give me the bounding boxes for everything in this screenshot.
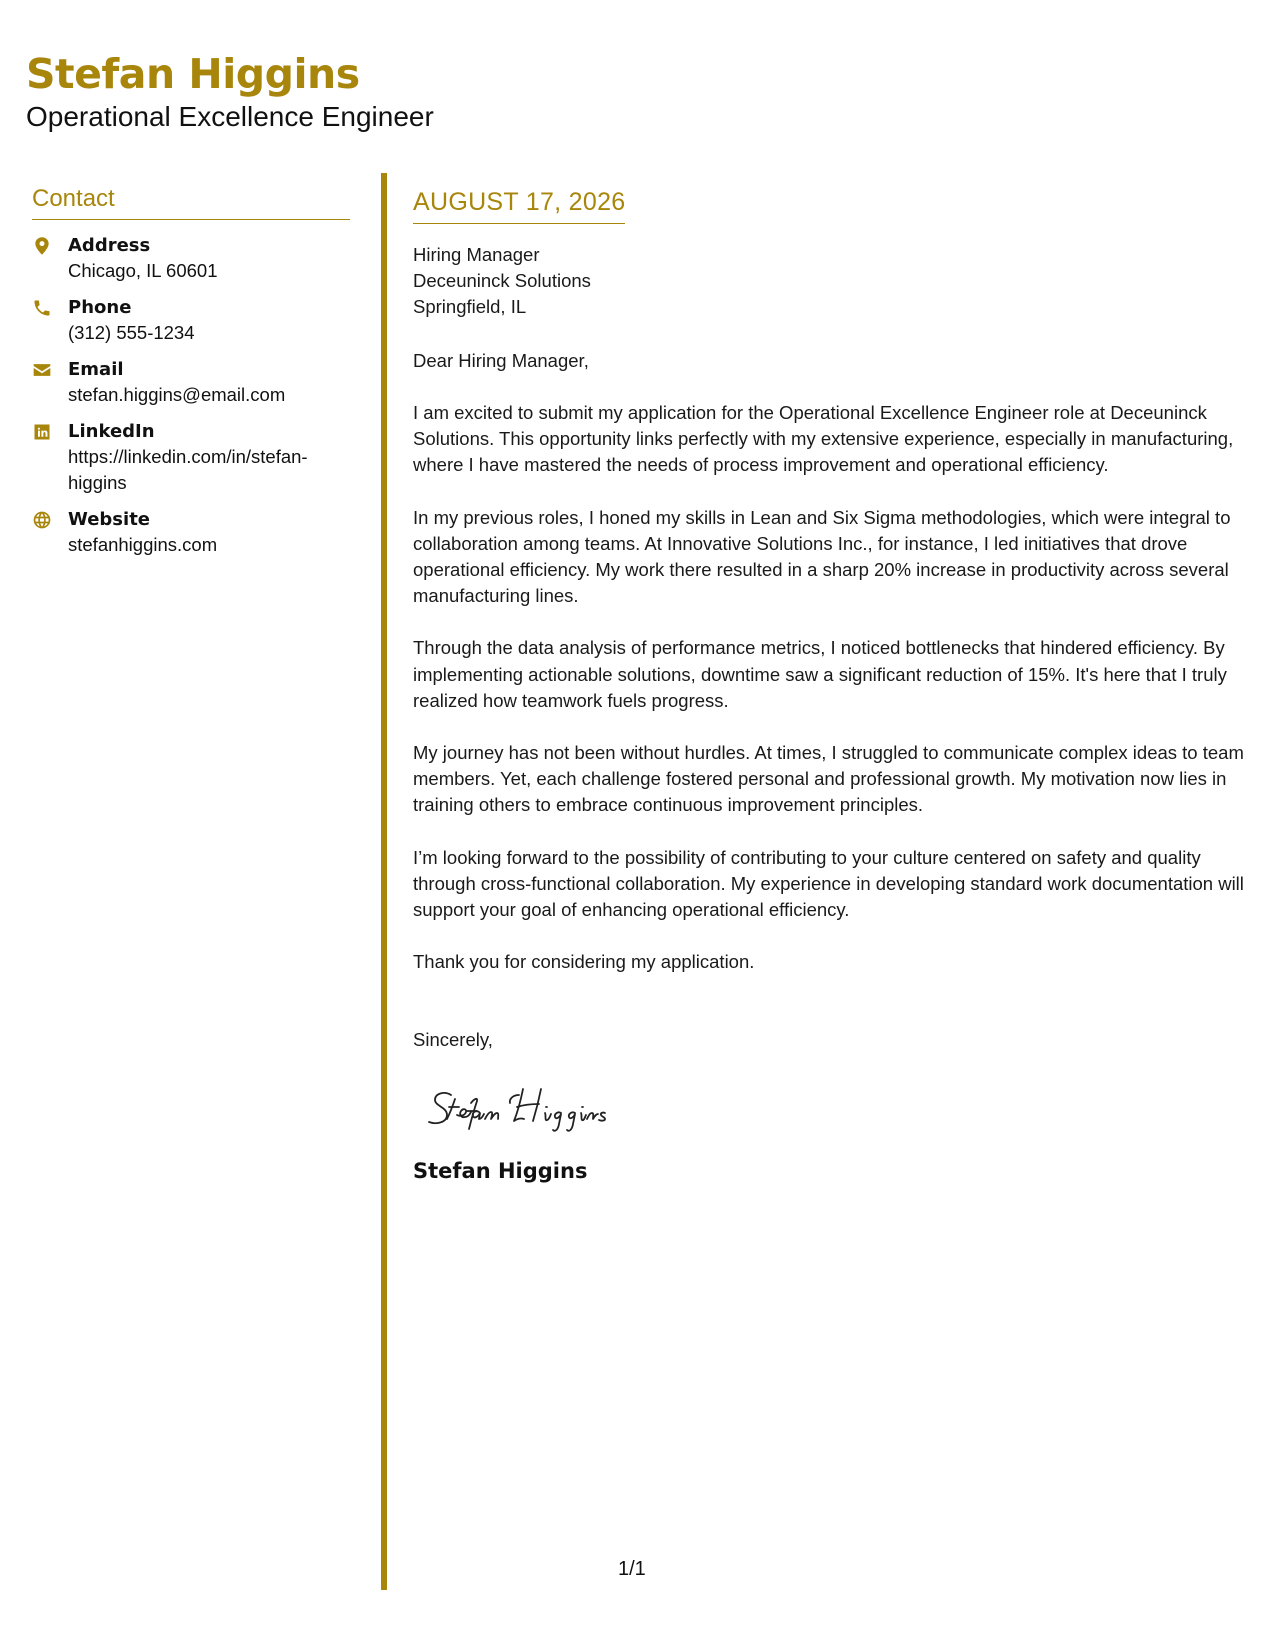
vertical-divider [381,173,387,1590]
contact-heading: Contact [32,185,350,220]
resume-header [26,48,434,134]
contact-item-address [32,234,350,284]
recipient-line: Hiring Manager [413,244,540,265]
handwritten-signature [423,1081,663,1141]
contact-item-email [32,358,350,408]
contact-label: Email [68,359,124,380]
contact-label: LinkedIn [68,421,155,442]
letter-paragraph: My journey has not been without hurdles. At times, I struggled to communicate complex ideas to team members. Yet, each challenge fostered personal and professional growth. My motivation now lies in training others to embrace continuous improvement principles. [413,742,1244,816]
contact-item-linkedin [32,420,350,496]
phone-icon [32,296,68,318]
email-value: stefan.higgins@email.com [68,384,286,405]
contact-label: Phone [68,297,132,318]
letter-paragraph: Thank you for considering my application. [413,951,755,973]
linkedin-icon [32,420,68,442]
applicant-name: Stefan Higgins [26,50,360,98]
job-title: Operational Excellence Engineer [26,101,434,132]
contact-item-website [32,508,350,558]
contact-item-phone [32,296,350,346]
letter-body [413,188,1248,1183]
recipient-line: Deceuninck Solutions [413,270,591,291]
recipient-line: Springfield, IL [413,296,527,317]
letter-paragraph: In my previous roles, I honed my skills in Lean and Six Sigma methodologies, which were integral to collaboration among teams. At Innovative Solutions Inc., for instance, I led initiatives that drove operational efficiency. My work there resulted in a sharp 20% increase in productivity across several manufacturing lines. [413,506,1231,607]
signer-name: Stefan Higgins [413,1159,588,1184]
letter-date: AUGUST 17, 2026 [413,188,625,224]
salutation: Dear Hiring Manager, [413,350,589,371]
contact-label: Website [68,509,151,530]
envelope-icon [32,358,68,380]
closing: Sincerely, [413,1029,493,1051]
contact-label: Address [68,235,151,256]
globe-icon [32,508,68,530]
letter-paragraph: I’m looking forward to the possibility of contributing to your culture centered on safety and quality through cross-functional collaboration. My experience in developing standard work documentation will support your goal of enhancing operational efficiency. [413,846,1244,921]
contact-sidebar [32,185,350,570]
linkedin-link[interactable]: https://linkedin.com/in/stefan-higgins [68,446,308,493]
letter-paragraph: I am excited to submit my application for the Operational Excellence Engineer role at Deceuninck Solutions. This opportunity links perfectly with my extensive experience, especially in manufacturing, where I have mastered the needs of process improvement and operational efficiency. [413,402,1234,476]
map-pin-icon [32,234,68,256]
recipient-block [413,242,1248,320]
page-number: 1/1 [618,1558,646,1580]
website-link[interactable]: stefanhiggins.com [68,534,218,555]
address-value: Chicago, IL 60601 [68,260,218,281]
phone-value: (312) 555-1234 [68,322,195,343]
letter-paragraph: Through the data analysis of performance metrics, I noticed bottlenecks that hindered efficiency. By implementing actionable solutions, downtime saw a significant reduction of 15%. It's here that I truly realized how teamwork fuels progress. [413,637,1227,711]
